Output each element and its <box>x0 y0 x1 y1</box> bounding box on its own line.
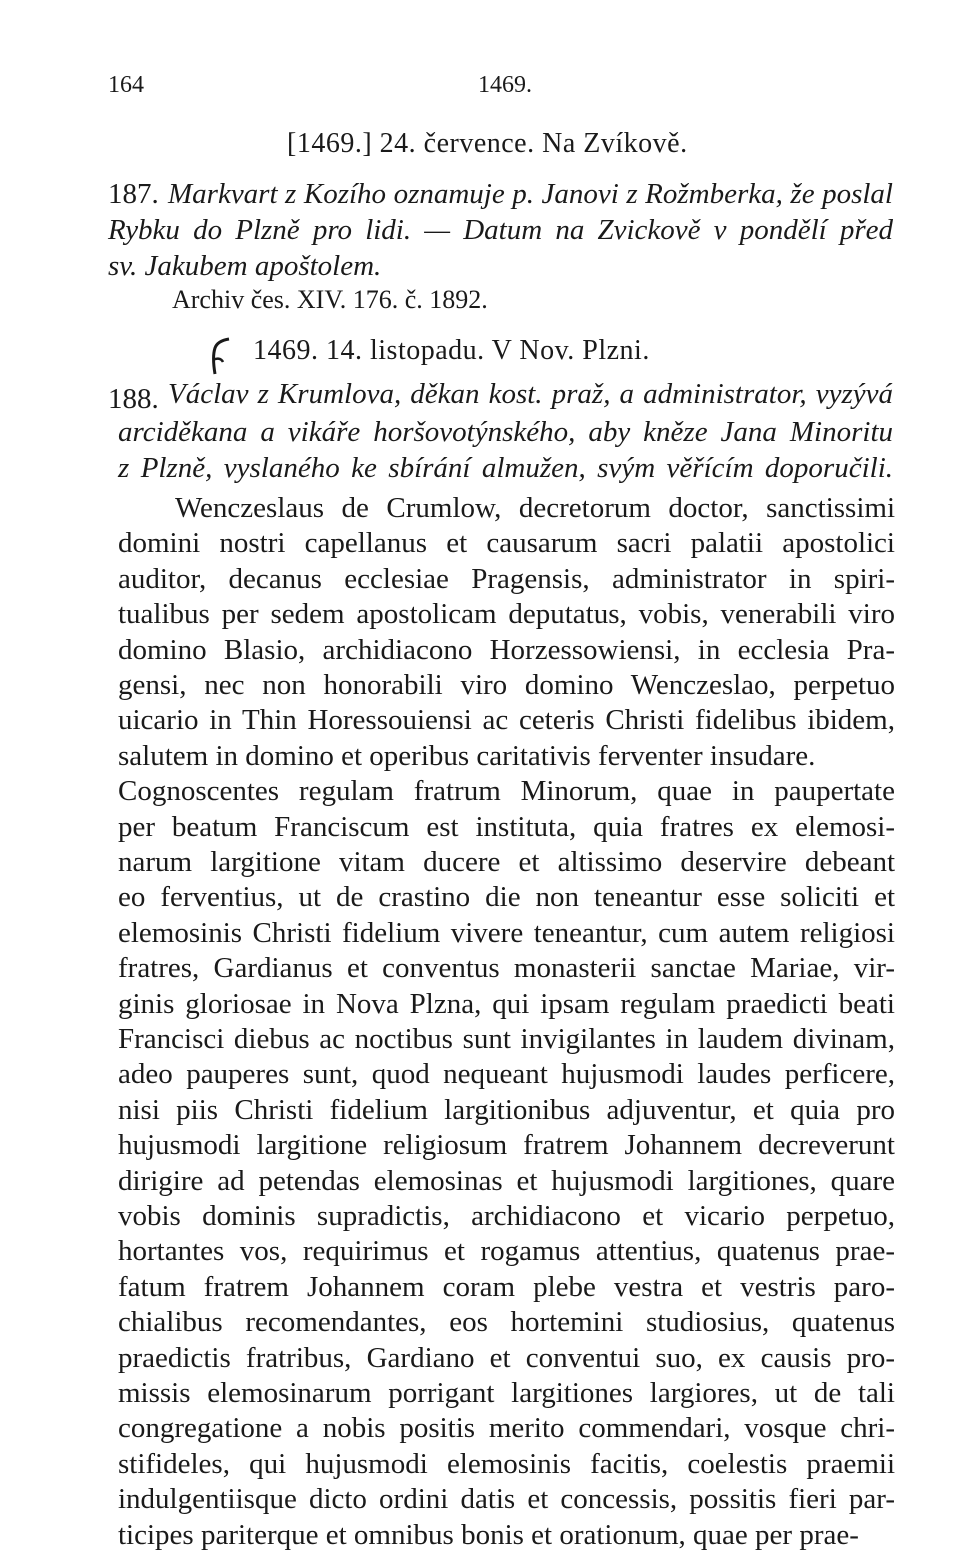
charter-text-line: eo ferventius, ut de crastino die non teneantur esse soliciti et <box>118 881 895 914</box>
page-number: 164 <box>108 72 144 98</box>
regest-187-line-3: sv. Jakubem apoštolem. <box>108 250 382 282</box>
dateline-187: [1469.] 24. července. Na Zvíkově. <box>287 128 688 159</box>
charter-text-line: Francisci diebus ac noctibus sunt invigilantes in laudem divinam, <box>118 1023 895 1055</box>
charter-text-line: fatum fratrem Johannem coram plebe vestra et vestris paro- <box>118 1270 895 1303</box>
charter-text-line: chialibus recomendantes, eos hortemini studiosius, quatenus <box>118 1306 895 1339</box>
charter-text-line: Wenczeslaus de Crumlow, decretorum doctor, sanctissimi <box>175 492 895 524</box>
charter-text-line: Cognoscentes regulam fratrum Minorum, quae in paupertate <box>118 775 895 808</box>
regest-188-line-1: Václav z Krumlova, děkan kost. praž, a administrator, vyzývá <box>168 378 893 410</box>
charter-text-line: per beatum Franciscum est instituta, quia fratres ex elemosi- <box>118 810 895 843</box>
charter-text-line: indulgentiisque dicto ordini datis et concessis, possitis fieri par- <box>118 1483 895 1516</box>
charter-text-line: salutem in domino et operibus caritativis ferventer insudare. <box>118 739 816 772</box>
regest-188-line-3: z Plzně, vyslaného ke sbírání almužen, svým věřícím doporučili. <box>118 452 893 484</box>
charter-text-line: congregatione a nobis positis merito commendari, vosque chri- <box>118 1412 895 1445</box>
charter-text-line: dirigire ad petendas elemosinas et hujusmodi largitiones, quare <box>118 1164 895 1197</box>
charter-text-line: tualibus per sedem apostolicam deputatus, vobis, venerabili viro <box>118 598 895 631</box>
charter-text-line: fratres, Gardianus et conventus monasterii sanctae Mariae, vir- <box>118 952 895 985</box>
charter-text-line: auditor, decanus ecclesiae Pragensis, administrator in spiri- <box>118 562 895 595</box>
margin-mark <box>207 336 237 380</box>
entry-number-187: 187. <box>108 178 159 210</box>
charter-text-line: uicario in Thin Horessouiensi ac ceteris Christi fidelibus ibidem, <box>118 704 895 737</box>
charter-text-line: domini nostri capellanus et causarum sacri palatii apostolici <box>118 527 895 560</box>
charter-text-line: missis elemosinarum porrigant largitiones largiores, ut de tali <box>118 1377 895 1409</box>
dateline-188: 1469. 14. listopadu. V Nov. Plzni. <box>253 335 650 366</box>
charter-text-line: elemosinis Christi fidelium vivere teneantur, cum autem religiosi <box>118 916 895 949</box>
charter-text-line: hortantes vos, requirimus et rogamus attentius, quatenus prae- <box>118 1235 895 1268</box>
charter-text-line: gensi, nec non honorabili viro domino Wenczeslao, perpetuo <box>118 669 895 701</box>
regest-188-line-2: arciděkana a vikáře horšovotýnského, aby kněze Jana Minoritu <box>118 416 893 448</box>
charter-text-line: ticipes pariterque et omnibus bonis et orationum, quae per prae- <box>118 1518 859 1551</box>
running-title: 1469. <box>478 72 532 98</box>
source-citation-187: Archiv čes. XIV. 176. č. 1892. <box>172 285 488 314</box>
charter-text-line: narum largitione vitam ducere et altissimo deservire debeant <box>118 846 895 878</box>
charter-text-line: adeo pauperes sunt, quod nequeant hujusmodi laudes perficere, <box>118 1058 895 1091</box>
charter-text-line: hujusmodi largitione religiosum fratrem Johannem decreverunt <box>118 1129 895 1162</box>
charter-text-line: domino Blasio, archidiacono Horzessowiensi, in ecclesia Pra- <box>118 633 895 666</box>
regest-187-line-2: Rybku do Plzně pro lidi. — Datum na Zvickově v pondělí před <box>108 214 893 246</box>
charter-text-line: praedictis fratribus, Gardiano et conventui suo, ex causis pro- <box>118 1341 895 1374</box>
charter-text-line: nisi piis Christi fidelium largitionibus adjuventur, et quia pro <box>118 1093 895 1126</box>
charter-text-line: stifideles, qui hujusmodi elemosinis facitis, coelestis praemii <box>118 1447 895 1480</box>
charter-text-line: vobis dominis supradictis, archidiacono et vicario perpetuo, <box>118 1200 895 1232</box>
entry-number-188: 188. <box>108 383 159 415</box>
charter-text-line: ginis gloriosae in Nova Plzna, qui ipsam regulam praedicti beati <box>118 987 895 1020</box>
regest-187-line-1: Markvart z Kozího oznamuje p. Janovi z Rožmberka, že poslal <box>168 178 893 210</box>
